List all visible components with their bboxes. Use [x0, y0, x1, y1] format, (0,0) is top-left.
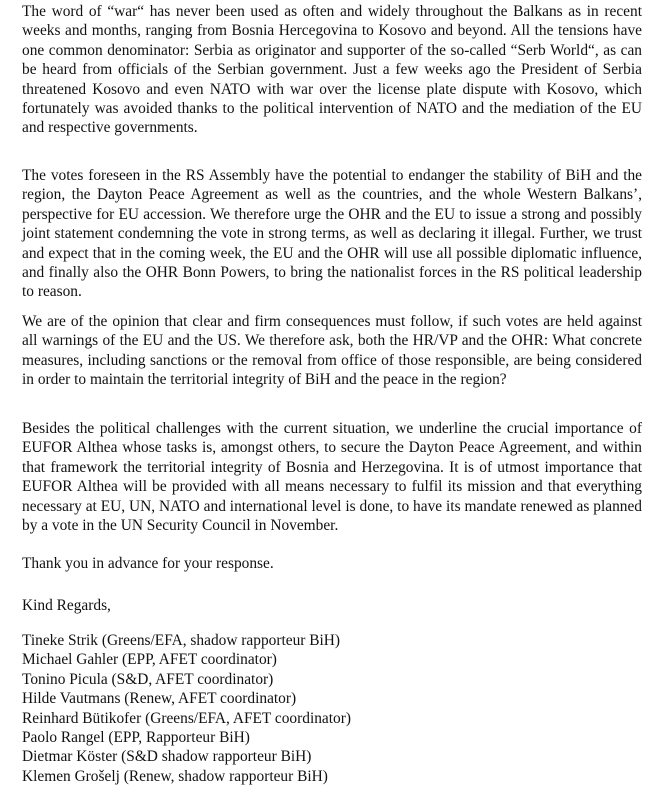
signatory-name: Dietmar Köster (S&D shadow rapporteur BiH) [22, 748, 312, 766]
signatory-name: Tineke Strik (Greens/EFA, shadow rapporteur BiH) [22, 632, 341, 649]
signatory-name: Michael Gahler (EPP, AFET coordinator) [22, 651, 277, 669]
signatory-name: Hilde Vautmans (Renew, AFET coordinator) [22, 690, 297, 708]
closing-line: Kind Regards, [22, 597, 111, 614]
paragraph-eufor-althea: Besides the political challenges with the current situation, we underline the crucial importance of EUFOR Althea whose tasks is, amongst others, to secure the Dayton Peace Agreement, and within that framework the territorial integrity of Bosnia and Herzegovina. It is of utmost importance that EUFOR Althea will be provided with all means necessary to fulfil its mission and that everything necessary at EU, UN, NATO and international level is done, to have its mandate renewed as planned by a vote in the UN Security Council in November. [22, 420, 642, 535]
thanks-line: Thank you in advance for your response. [22, 555, 274, 572]
signatory-name: Klemen Grošelj (Renew, shadow rapporteur BiH) [22, 767, 328, 785]
signatory-name: Paolo Rangel (EPP, Rapporteur BiH) [22, 728, 250, 746]
signatory-name: Reinhard Bütikofer (Greens/EFA, AFET coordinator) [22, 709, 351, 727]
paragraph-rs-assembly-votes: The votes foreseen in the RS Assembly have the potential to endanger the stability of BiH and the region, the Dayton Peace Agreement as well as the countries, and the whole Western Balkans’, perspective for EU accession. We therefore urge the OHR and the EU to issue a strong and possibly joint statement condemning the vote in strong terms, as well as declaring it illegal. Further, we trust and expect that in the coming week, the EU and the OHR will use all possible diplomatic influence, and finally also the OHR Bonn Powers, to bring the nationalist forces in the RS political leadership to reason. [22, 167, 642, 301]
signatory-name: Tonino Picula (S&D, AFET coordinator) [22, 670, 274, 688]
paragraph-consequences: We are of the opinion that clear and firm consequences must follow, if such votes are held against all warnings of the EU and the US. We therefore ask, both the HR/VP and the OHR: What concrete measures, including sanctions or the removal from office of those responsible, are being considered in order to maintain the territorial integrity of BiH and the peace in the region? [22, 313, 642, 389]
paragraph-war-rhetoric: The word of “war“ has never been used as often and widely throughout the Balkans as in recent weeks and months, ranging from Bosnia Hercegovina to Kosovo and beyond. All the tensions have one common denominator: Serbia as originator and supporter of the so-called “Serb World“, as can be heard from officials of the Serbian government. Just a few weeks ago the President of Serbia threatened Kosovo and even NATO with war over the license plate dispute with Kosovo, which fortunately was avoided thanks to the political intervention of NATO and the mediation of the EU and respective governments. [22, 3, 642, 137]
signatory-list [22, 631, 351, 786]
